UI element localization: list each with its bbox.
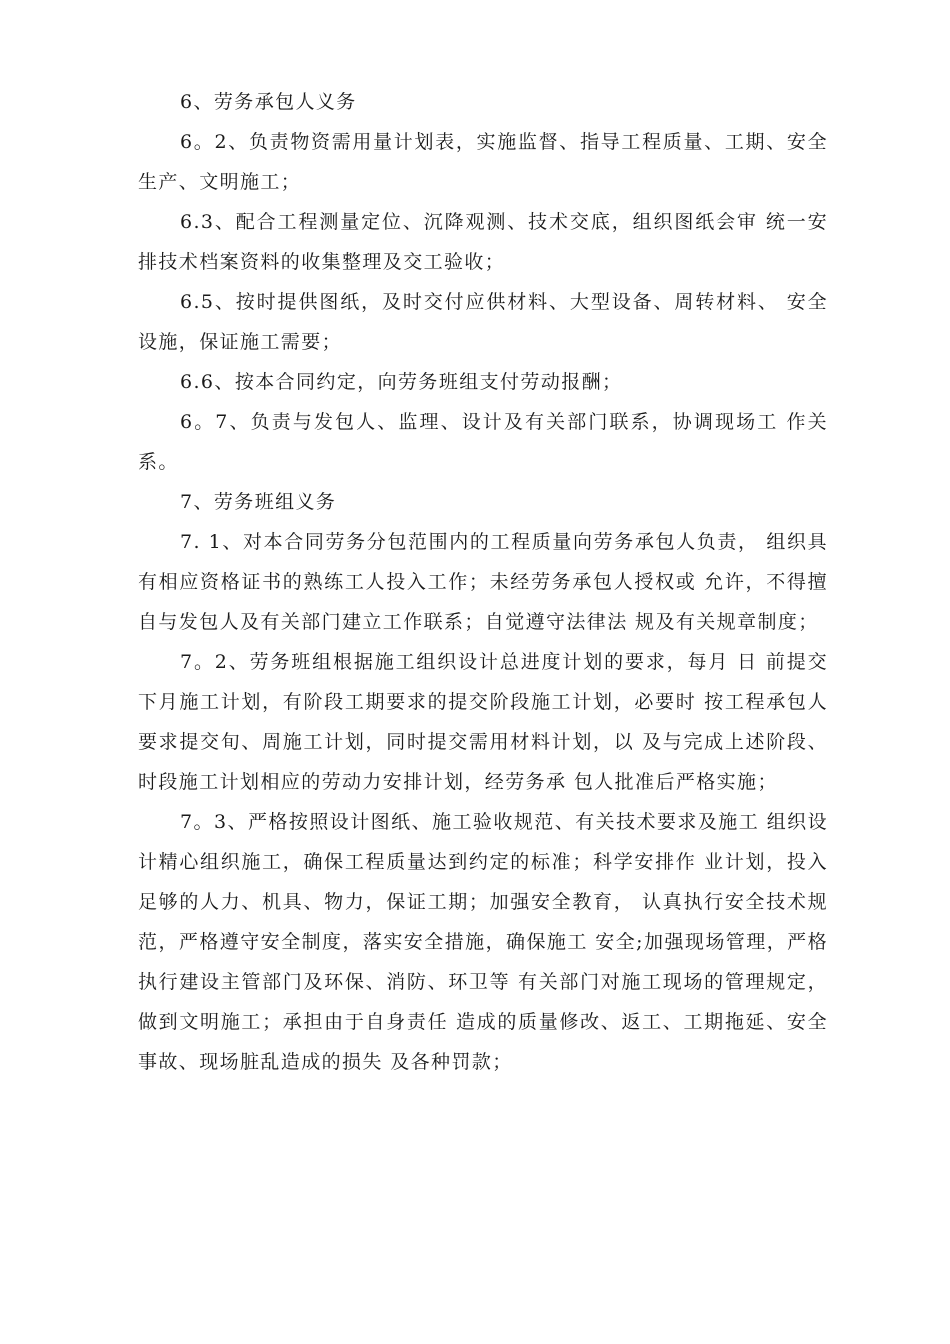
clause-6-5: 6.5、按时提供图纸，及时交付应供材料、大型设备、周转材料、 安全设施，保证施工需要； — [138, 291, 828, 353]
clause-6-3: 6.3、配合工程测量定位、沉降观测、技术交底，组织图纸会审 统一安排技术档案资料的收集整理及交工验收； — [138, 211, 828, 273]
clause-6-6: 6.6、按本合同约定，向劳务班组支付劳动报酬； — [180, 371, 623, 393]
clause-6-2: 6。2、负责物资需用量计划表，实施监督、指导工程质量、工期、安全生产、文明施工； — [138, 131, 828, 193]
section-heading-7: 7、劳务班组义务 — [180, 491, 337, 513]
clause-7-1: 7. 1、对本合同劳务分包范围内的工程质量向劳务承包人负责， 组织具有相应资格证书的熟练工人投入工作；未经劳务承包人授权或 允许，不得擅自与发包人及有关部门建立工作联系；自觉遵守法律法 规及有关规章制度； — [138, 531, 828, 633]
clause-7-3: 7。3、严格按照设计图纸、施工验收规范、有关技术要求及施工 组织设计精心组织施工，确保工程质量达到约定的标准；科学安排作 业计划，投入足够的人力、机具、物力，保证工期；加强安全教育， 认真执行安全技术规范，严格遵守安全制度，落实安全措施，确保施工 安全;加强现场管理，严格执行建设主管部门及环保、消防、环卫等 有关部门对施工现场的管理规定，做到文明施工；承担由于自身责任 造成的质量修改、返工、工期拖延、安全事故、现场脏乱造成的损失 及各种罚款； — [138, 811, 828, 1073]
clause-6-7: 6。7、负责与发包人、监理、设计及有关部门联系，协调现场工 作关系。 — [138, 411, 828, 473]
clause-7-2: 7。2、劳务班组根据施工组织设计总进度计划的要求，每月 日 前提交下月施工计划，有阶段工期要求的提交阶段施工计划，必要时 按工程承包人要求提交旬、周施工计划，同时提交需用材料计划，以 及与完成上述阶段、时段施工计划相应的劳动力安排计划，经劳务承 包人批准后严格实施； — [138, 651, 828, 793]
document-body — [138, 82, 828, 1082]
section-heading-6: 6、劳务承包人义务 — [180, 91, 357, 113]
